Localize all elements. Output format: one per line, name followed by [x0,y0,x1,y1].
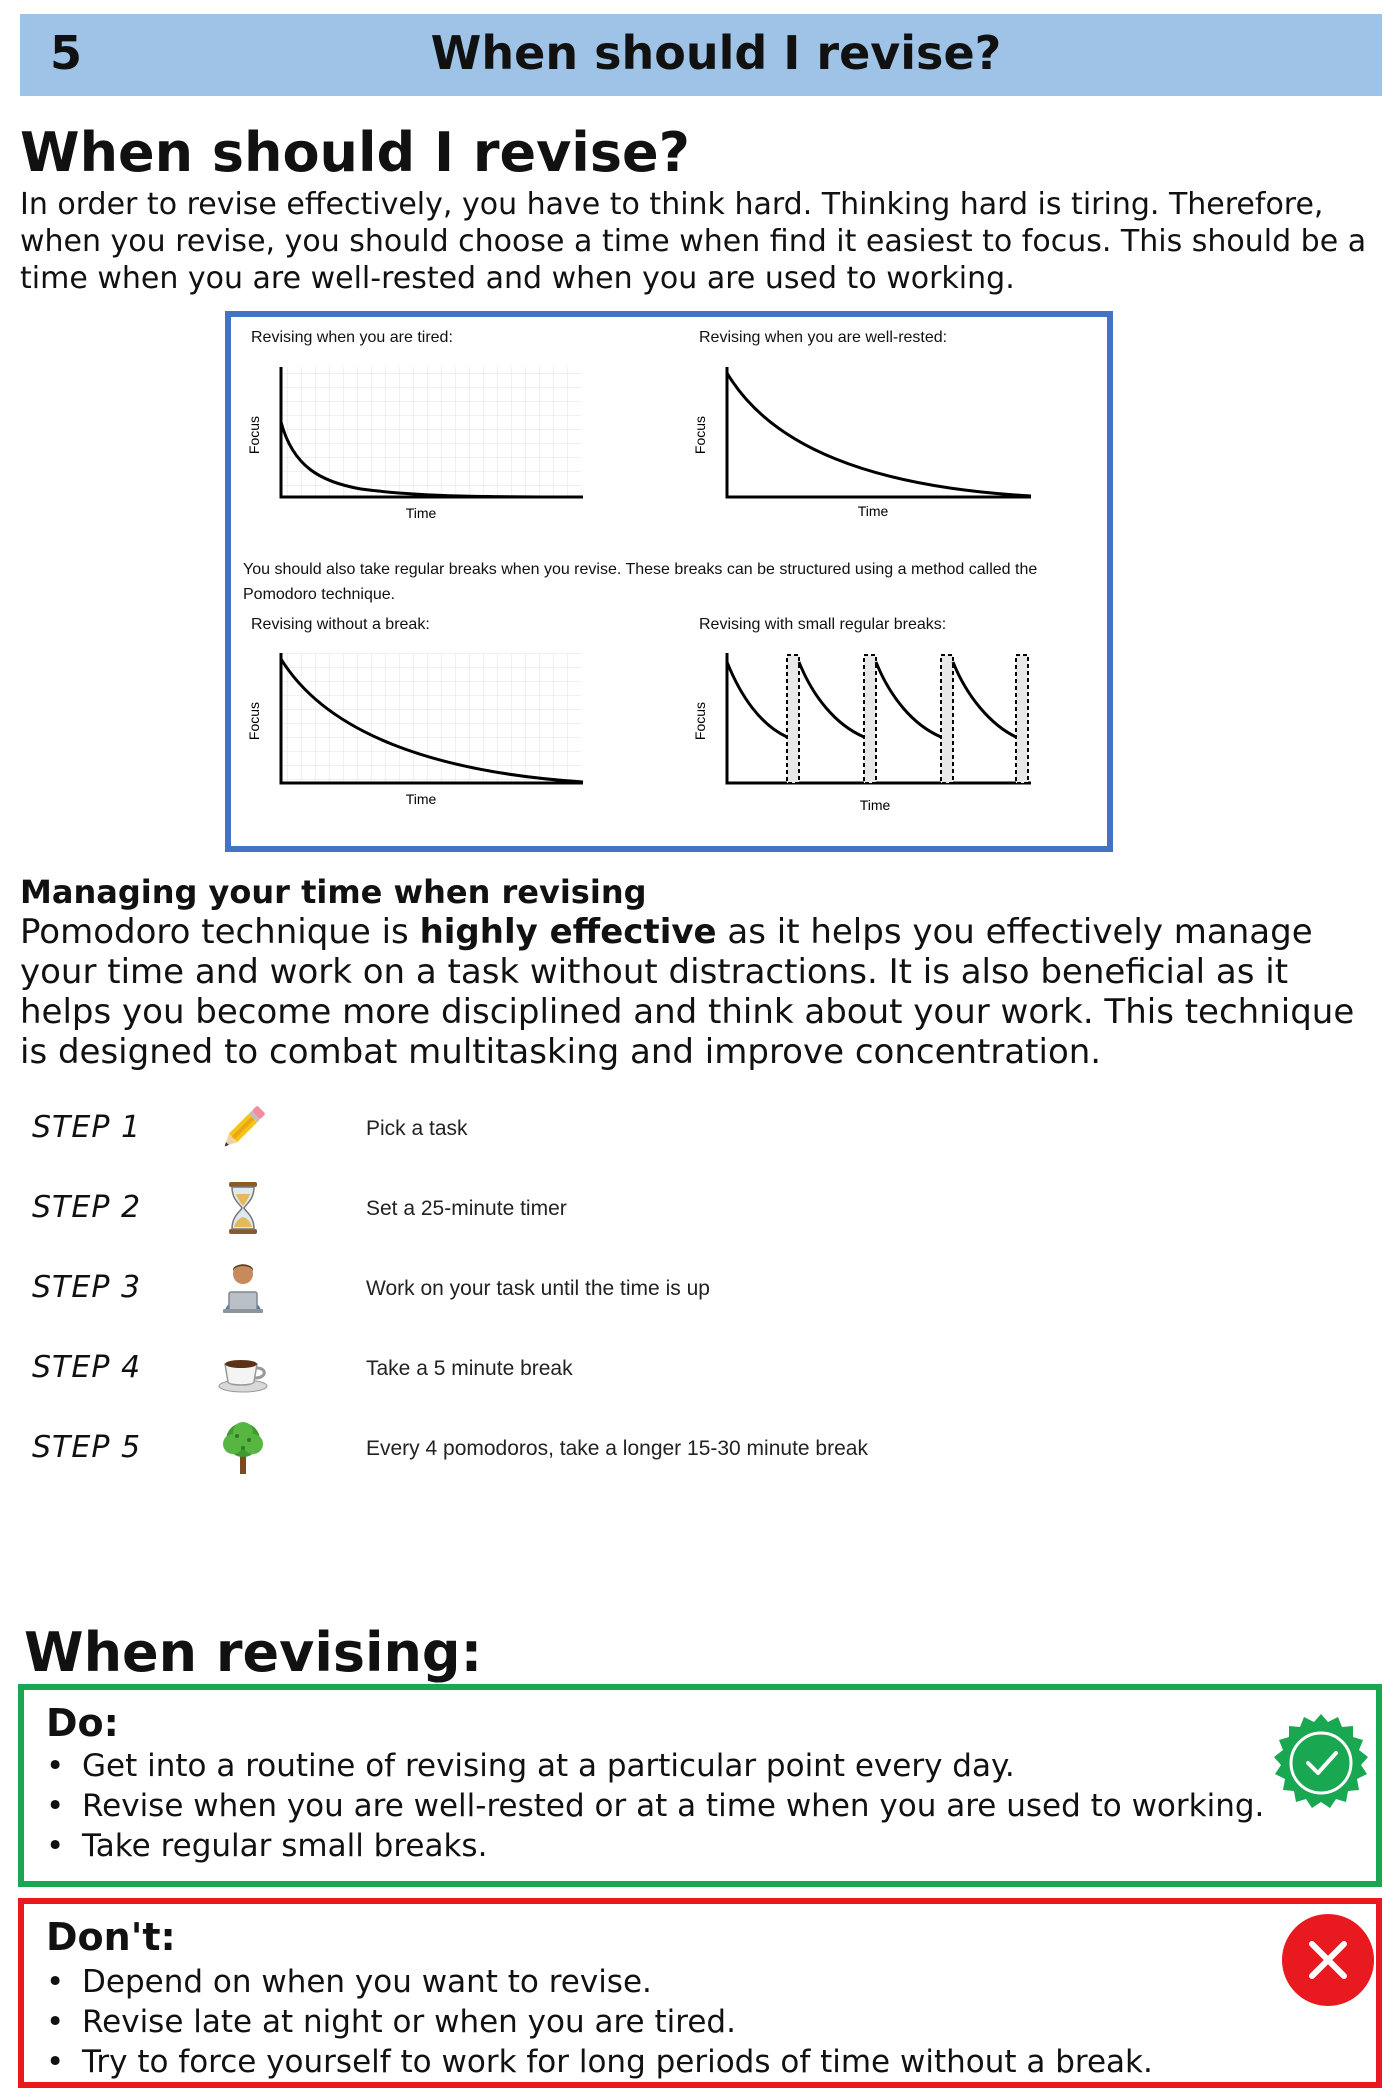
figure-middle-text: You should also take regular breaks when you revise. These breaks can be structured using a method called the Pomodoro technique. [243,561,1038,603]
axis-xlabel-no-break: Time [405,791,437,807]
graph-well-rested [727,367,1031,497]
step-label: STEP 2 [32,1190,142,1225]
list-item: • Get into a routine of revising at a particular point every day. [46,1746,1264,1786]
section-number: 5 [50,26,83,80]
step-row [0,1090,1000,1170]
graph-with-breaks [727,653,1031,783]
step-label: STEP 5 [32,1430,142,1465]
do-list [46,1746,1264,1866]
step-row [0,1170,1000,1250]
step-text: Every 4 pomodoros, take a longer 15-30 minute break [366,1437,868,1460]
step-text: Work on your task until the time is up [366,1277,710,1300]
caption-well-rested: Revising when you are well-rested: [699,329,948,346]
step-label: STEP 4 [32,1350,142,1385]
dont-heading: Don't: [46,1915,176,1959]
focus-graphs-figure [225,311,1113,852]
step-row [0,1250,1000,1330]
do-heading: Do: [46,1701,119,1745]
graph-tired [281,367,583,497]
intro-paragraph: In order to revise effectively, you have to think hard. Thinking hard is tiring. Therefore, when you revise, you should choose a time when find it easiest to focus. This should be a time when you are well-rested and when you are used to working. [20,187,1367,296]
dont-box [18,1898,1382,2088]
caption-no-break: Revising without a break: [251,616,430,633]
managing-heading: Managing your time when revising [20,873,647,911]
step-label: STEP 3 [32,1270,142,1305]
step-text: Pick a task [366,1117,468,1140]
list-item: • Depend on when you want to revise. [46,1962,1153,2002]
caption-tired: Revising when you are tired: [251,329,453,346]
pomodoro-text-start: Pomodoro technique is [20,912,420,952]
axis-xlabel-tired: Time [405,505,437,521]
axis-ylabel-breaks: Focus [692,701,708,741]
person-laptop-icon [215,1260,271,1316]
step-text: Take a 5 minute break [366,1357,573,1380]
step-row [0,1410,1000,1490]
caption-with-breaks: Revising with small regular breaks: [699,616,947,633]
coffee-cup-icon [215,1340,271,1396]
graph-no-break [281,653,583,783]
pomodoro-bold-text: highly effective [419,912,717,952]
do-box [18,1684,1382,1887]
list-item: • Try to force yourself to work for long periods of time without a break. [46,2042,1153,2082]
hourglass-icon [215,1180,271,1236]
step-row [0,1330,1000,1410]
check-badge-icon [1270,1712,1372,1818]
header-title: When should I revise? [430,26,1002,80]
axis-ylabel-tired: Focus [246,415,262,455]
cross-badge-icon [1280,1912,1376,2012]
page-header [20,14,1382,96]
axis-ylabel-rested: Focus [692,415,708,455]
axis-ylabel-no-break: Focus [246,701,262,741]
list-item: • Take regular small breaks. [46,1826,1264,1866]
list-item: • Revise when you are well-rested or at a time when you are used to working. [46,1786,1264,1826]
dont-list [46,1962,1153,2082]
when-revising-heading: When revising: [24,1621,483,1684]
pomodoro-text-end: as it helps you effectively manage your time and work on a task without distractions. It is also beneficial as it helps you become more disciplined and think about your work. This technique is designed to combat multitasking and improve concentration. [20,912,1355,1072]
list-item: • Revise late at night or when you are tired. [46,2002,1153,2042]
axis-xlabel-breaks: Time [859,797,891,813]
tree-icon [215,1420,271,1476]
pencil-icon [215,1100,271,1156]
pomodoro-paragraph [20,912,1360,1072]
step-text: Set a 25-minute timer [366,1197,567,1220]
step-label: STEP 1 [32,1110,142,1145]
axis-xlabel-rested: Time [857,503,889,519]
page-title: When should I revise? [20,121,690,184]
